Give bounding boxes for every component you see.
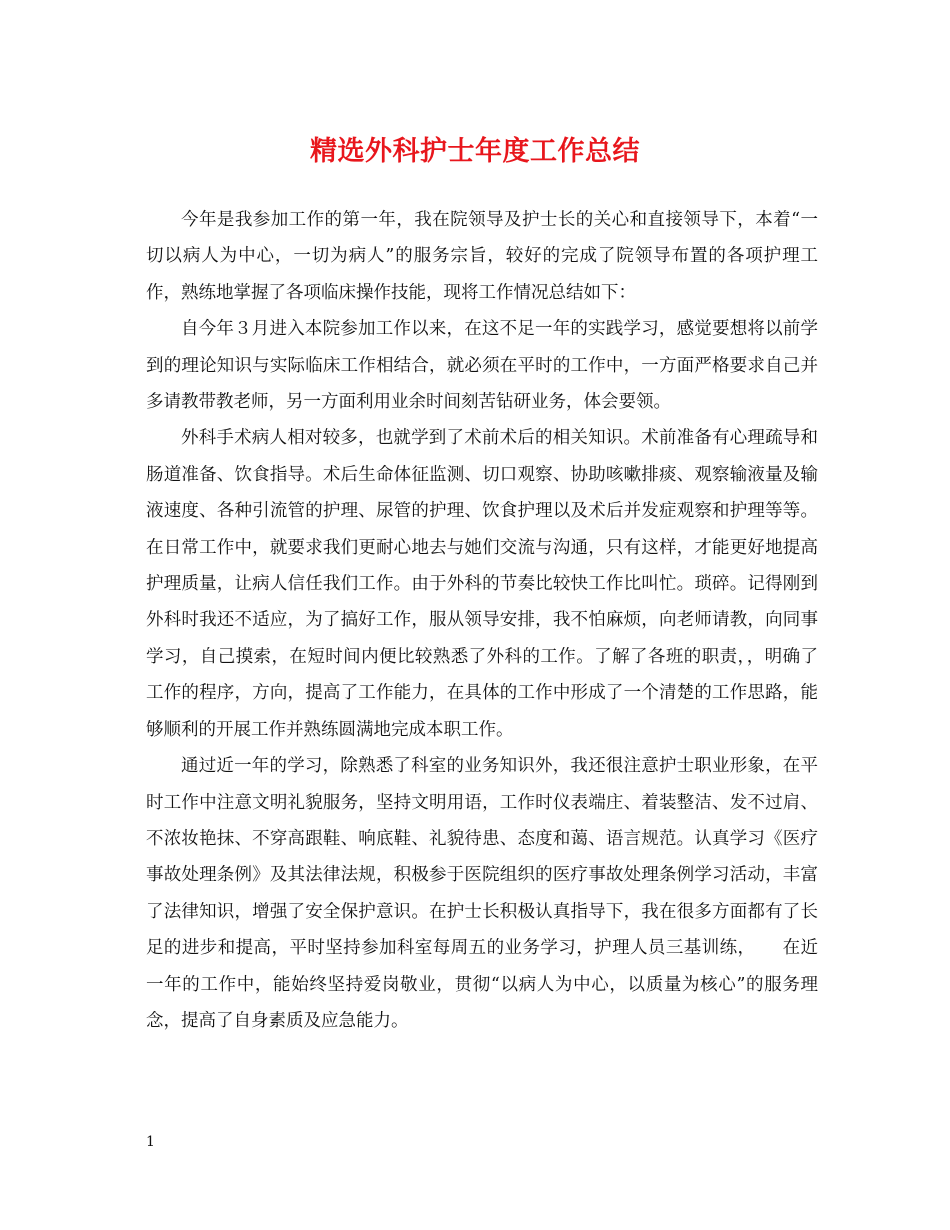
paragraph-surgery-nursing: 外科手术病人相对较多，也就学到了术前术后的相关知识。术前准备有心理疏导和肠道准备、饮食指导。术后生命体征监测、切口观察、协助咳嗽排痰、观察输液量及输液速度、各种引流管的护理、尿管的护理、饮食护理以及术后并发症观察和护理等等。在日常工作中，就要求我们更耐心地去与她们交流与沟通，只有这样，才能更好地提高护理质量，让病人信任我们工作。由于外科的节奏比较快工作比叫忙。琐碎。记得刚到外科时我还不适应，为了搞好工作，服从领导安排，我不怕麻烦，向老师请教，向同事学习，自己摸索，在短时间内便比较熟悉了外科的工作。了解了各班的职责，，明确了工作的程序，方向，提高了工作能力，在具体的工作中形成了一个清楚的工作思路，能够顺利的开展工作并熟练圆满地完成本职工作。: [146, 428, 818, 740]
paragraph-professional-image: 通过近一年的学习，除熟悉了科室的业务知识外，我还很注意护士职业形象，在平时工作中注意文明礼貌服务，坚持文明用语，工作时仪表端庄、着装整洁、发不过肩、不浓妆艳抹、不穿高跟鞋、响底鞋、礼貌待患、态度和蔼、语言规范。认真学习《医疗事故处理条例》及其法律法规，积极参于医院组织的医疗事故处理条例学习活动，丰富了法律知识，增强了安全保护意识。在护士长积极认真指导下，我在很多方面都有了长足的进步和提高，平时坚持参加科室每周五的业务学习，护理人员三基训练， 在近一年的工作中，能始终坚持爱岗敬业，贯彻“以病人为中心，以质量为核心”的服务理念，提高了自身素质及应急能力。: [146, 756, 818, 1031]
document-title: 精选外科护士年度工作总结: [310, 136, 640, 167]
paragraph-start-work: 自今年３月进入本院参加工作以来，在这不足一年的实践学习，感觉要想将以前学到的理论知识与实际临床工作相结合，就必须在平时的工作中，一方面严格要求自己并多请教带教老师，另一方面利用业余时间刻苦钻研业务，体会要领。: [146, 319, 818, 413]
page-number: 1: [146, 1134, 155, 1150]
paragraph-intro: 今年是我参加工作的第一年，我在院领导及护士长的关心和直接领导下，本着“一切以病人为中心，一切为病人”的服务宗旨，较好的完成了院领导布置的各项护理工作，熟练地掌握了各项临床操作技能，现将工作情况总结如下：: [146, 210, 818, 303]
document-body: [146, 202, 818, 1039]
